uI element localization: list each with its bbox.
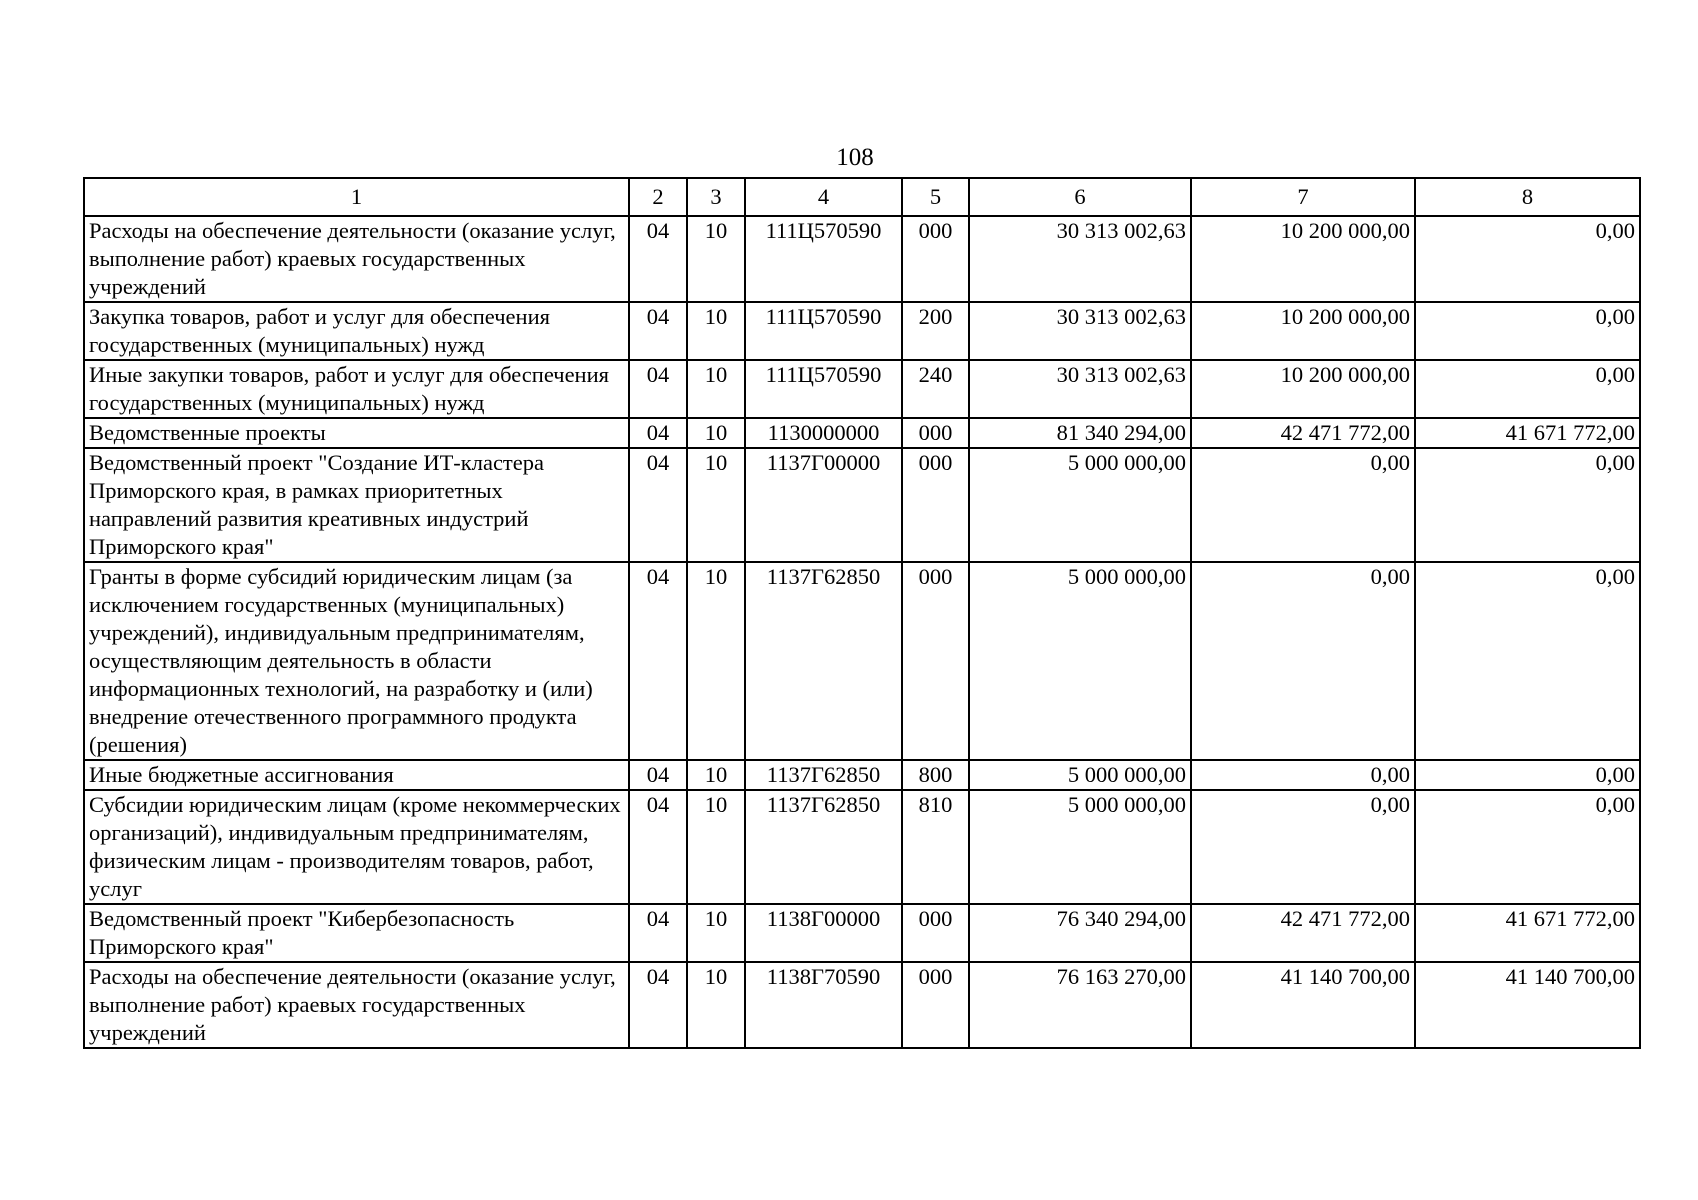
expense-name: Ведомственный проект "Создание ИТ-кластера Приморского края, в рамках приоритетных направлений развития креативных индустрий Приморского края" bbox=[84, 448, 629, 562]
amount-col8: 0,00 bbox=[1415, 360, 1640, 418]
amount-col7: 42 471 772,00 bbox=[1191, 904, 1415, 962]
expense-type-code: 000 bbox=[902, 448, 969, 562]
subsection-code: 10 bbox=[687, 904, 745, 962]
expense-type-code: 000 bbox=[902, 962, 969, 1048]
column-header: 4 bbox=[745, 178, 902, 216]
amount-col7: 0,00 bbox=[1191, 448, 1415, 562]
column-header: 8 bbox=[1415, 178, 1640, 216]
target-article-code: 111Ц570590 bbox=[745, 216, 902, 302]
target-article-code: 1138Г70590 bbox=[745, 962, 902, 1048]
section-code: 04 bbox=[629, 448, 687, 562]
table-row bbox=[84, 302, 1640, 360]
subsection-code: 10 bbox=[687, 962, 745, 1048]
section-code: 04 bbox=[629, 302, 687, 360]
amount-col7: 42 471 772,00 bbox=[1191, 418, 1415, 448]
table-row bbox=[84, 962, 1640, 1048]
amount-col6: 5 000 000,00 bbox=[969, 760, 1191, 790]
budget-table bbox=[83, 177, 1641, 1049]
table-row bbox=[84, 418, 1640, 448]
subsection-code: 10 bbox=[687, 760, 745, 790]
column-header: 3 bbox=[687, 178, 745, 216]
expense-name: Расходы на обеспечение деятельности (оказание услуг, выполнение работ) краевых государственных учреждений bbox=[84, 216, 629, 302]
amount-col8: 0,00 bbox=[1415, 302, 1640, 360]
header-row bbox=[84, 178, 1640, 216]
expense-type-code: 000 bbox=[902, 562, 969, 760]
column-header: 1 bbox=[84, 178, 629, 216]
expense-type-code: 240 bbox=[902, 360, 969, 418]
expense-name: Закупка товаров, работ и услуг для обеспечения государственных (муниципальных) нужд bbox=[84, 302, 629, 360]
expense-type-code: 000 bbox=[902, 418, 969, 448]
expense-type-code: 810 bbox=[902, 790, 969, 904]
expense-type-code: 000 bbox=[902, 904, 969, 962]
amount-col7: 10 200 000,00 bbox=[1191, 216, 1415, 302]
target-article-code: 1130000000 bbox=[745, 418, 902, 448]
table-row bbox=[84, 904, 1640, 962]
amount-col8: 0,00 bbox=[1415, 760, 1640, 790]
section-code: 04 bbox=[629, 360, 687, 418]
table-row bbox=[84, 360, 1640, 418]
page-number: 108 bbox=[836, 144, 874, 171]
amount-col6: 5 000 000,00 bbox=[969, 562, 1191, 760]
amount-col7: 0,00 bbox=[1191, 562, 1415, 760]
expense-name: Ведомственные проекты bbox=[84, 418, 629, 448]
amount-col7: 0,00 bbox=[1191, 790, 1415, 904]
column-header: 2 bbox=[629, 178, 687, 216]
amount-col7: 10 200 000,00 bbox=[1191, 302, 1415, 360]
expense-name: Иные закупки товаров, работ и услуг для обеспечения государственных (муниципальных) нужд bbox=[84, 360, 629, 418]
expense-name: Ведомственный проект "Кибербезопасность Приморского края" bbox=[84, 904, 629, 962]
table-row bbox=[84, 216, 1640, 302]
target-article-code: 1137Г62850 bbox=[745, 562, 902, 760]
column-header: 7 bbox=[1191, 178, 1415, 216]
section-code: 04 bbox=[629, 904, 687, 962]
target-article-code: 111Ц570590 bbox=[745, 302, 902, 360]
section-code: 04 bbox=[629, 962, 687, 1048]
subsection-code: 10 bbox=[687, 302, 745, 360]
target-article-code: 111Ц570590 bbox=[745, 360, 902, 418]
target-article-code: 1137Г62850 bbox=[745, 790, 902, 904]
subsection-code: 10 bbox=[687, 418, 745, 448]
amount-col6: 81 340 294,00 bbox=[969, 418, 1191, 448]
expense-type-code: 200 bbox=[902, 302, 969, 360]
subsection-code: 10 bbox=[687, 448, 745, 562]
amount-col8: 0,00 bbox=[1415, 216, 1640, 302]
expense-type-code: 000 bbox=[902, 216, 969, 302]
amount-col6: 5 000 000,00 bbox=[969, 448, 1191, 562]
amount-col6: 30 313 002,63 bbox=[969, 360, 1191, 418]
target-article-code: 1137Г00000 bbox=[745, 448, 902, 562]
expense-type-code: 800 bbox=[902, 760, 969, 790]
section-code: 04 bbox=[629, 418, 687, 448]
subsection-code: 10 bbox=[687, 360, 745, 418]
section-code: 04 bbox=[629, 790, 687, 904]
expense-name: Гранты в форме субсидий юридическим лицам (за исключением государственных (муниципальных) учреждений), индивидуальным предпринимателям, осуществляющим деятельность в области информационных технологий, на разработку и (или) внедрение отечественного программного продукта (решения) bbox=[84, 562, 629, 760]
amount-col8: 0,00 bbox=[1415, 562, 1640, 760]
amount-col7: 41 140 700,00 bbox=[1191, 962, 1415, 1048]
expense-name: Субсидии юридическим лицам (кроме некоммерческих организаций), индивидуальным предпринимателям, физическим лицам - производителям товаров, работ, услуг bbox=[84, 790, 629, 904]
subsection-code: 10 bbox=[687, 216, 745, 302]
amount-col8: 0,00 bbox=[1415, 448, 1640, 562]
amount-col7: 0,00 bbox=[1191, 760, 1415, 790]
table-row bbox=[84, 790, 1640, 904]
column-header: 5 bbox=[902, 178, 969, 216]
section-code: 04 bbox=[629, 562, 687, 760]
target-article-code: 1138Г00000 bbox=[745, 904, 902, 962]
amount-col8: 41 140 700,00 bbox=[1415, 962, 1640, 1048]
amount-col8: 0,00 bbox=[1415, 790, 1640, 904]
expense-name: Иные бюджетные ассигнования bbox=[84, 760, 629, 790]
section-code: 04 bbox=[629, 760, 687, 790]
table-row bbox=[84, 760, 1640, 790]
amount-col6: 30 313 002,63 bbox=[969, 216, 1191, 302]
target-article-code: 1137Г62850 bbox=[745, 760, 902, 790]
amount-col6: 5 000 000,00 bbox=[969, 790, 1191, 904]
expense-name: Расходы на обеспечение деятельности (оказание услуг, выполнение работ) краевых государственных учреждений bbox=[84, 962, 629, 1048]
column-header: 6 bbox=[969, 178, 1191, 216]
amount-col7: 10 200 000,00 bbox=[1191, 360, 1415, 418]
table-row bbox=[84, 562, 1640, 760]
subsection-code: 10 bbox=[687, 562, 745, 760]
table-row bbox=[84, 448, 1640, 562]
amount-col6: 76 340 294,00 bbox=[969, 904, 1191, 962]
section-code: 04 bbox=[629, 216, 687, 302]
amount-col6: 76 163 270,00 bbox=[969, 962, 1191, 1048]
amount-col8: 41 671 772,00 bbox=[1415, 904, 1640, 962]
amount-col6: 30 313 002,63 bbox=[969, 302, 1191, 360]
subsection-code: 10 bbox=[687, 790, 745, 904]
amount-col8: 41 671 772,00 bbox=[1415, 418, 1640, 448]
